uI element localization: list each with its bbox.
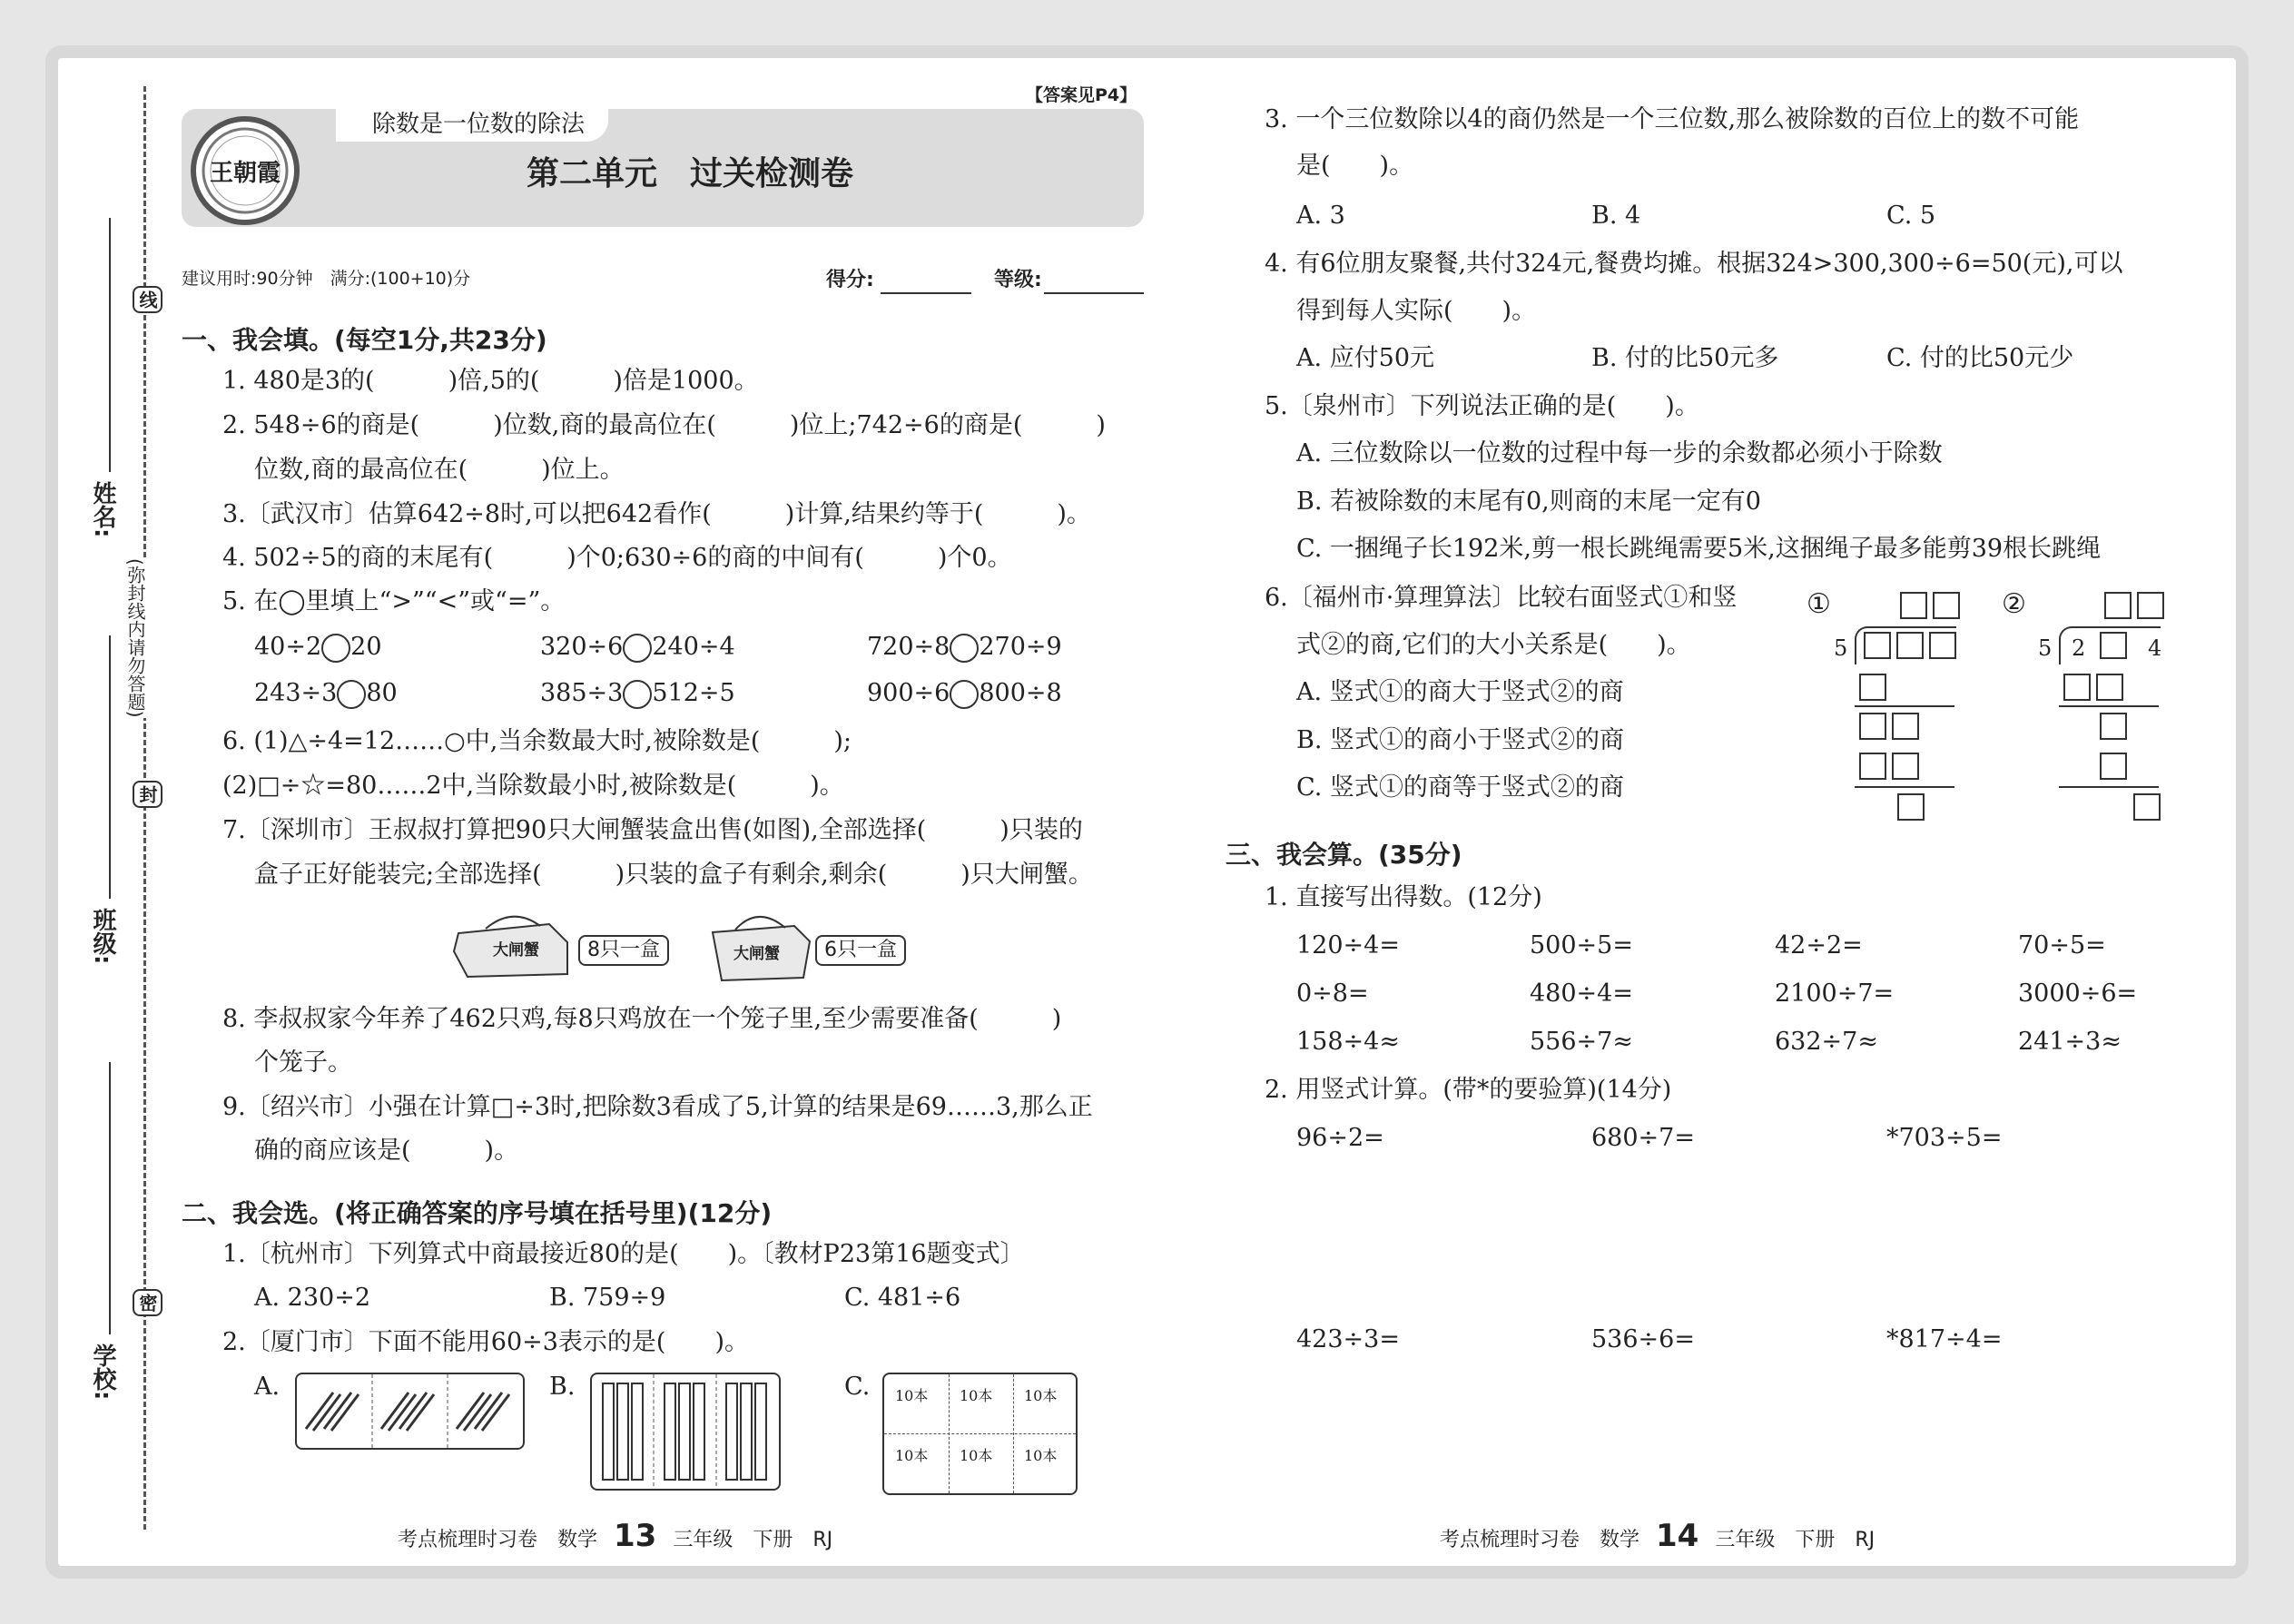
blocks-picture: [590, 1373, 781, 1491]
option[interactable]: A. 竖式①的商大于竖式②的商: [1296, 678, 1624, 706]
no-answer-note: (弥封线内请勿答题): [123, 558, 149, 718]
calc-item: 241÷3≈: [2018, 1028, 2122, 1056]
calc-item: 70÷5=: [2018, 931, 2106, 960]
compare-item: 40÷2 20: [254, 633, 382, 661]
calc-item: 480÷4=: [1530, 979, 1633, 1008]
calc-item: 3000÷6=: [2018, 979, 2138, 1008]
q1-3: 3.〔武汉市〕估算642÷8时,可以把642看作( )计算,结果约等于( )。: [222, 500, 1091, 528]
page-title: 第二单元 过关检测卷: [527, 155, 854, 192]
compare-circle[interactable]: [950, 634, 979, 663]
grade-label: 等级:: [994, 269, 1042, 291]
compare-circle[interactable]: [321, 634, 350, 663]
digit-box[interactable]: [1859, 753, 1886, 780]
dividend-digit: 4: [2148, 635, 2162, 661]
option[interactable]: C. 一捆绳子长192米,剪一根长跳绳需要5米,这捆绳子最多能剪39根长跳绳: [1296, 535, 2102, 563]
digit-box[interactable]: [1859, 674, 1886, 701]
grade-field[interactable]: [1044, 292, 1144, 294]
section-title: 一、我会填。(每空1分,共23分): [182, 325, 547, 355]
digit-box[interactable]: [2100, 632, 2127, 659]
book-stack: 10本: [1024, 1447, 1058, 1464]
q1-6a: 6. (1)△÷4=12……○中,当余数最大时,被除数是( );: [222, 727, 852, 755]
q2-3a: 3. 一个三位数除以4的商仍然是一个三位数,那么被除数的百位上的数不可能: [1265, 105, 2080, 133]
calc-item: 680÷7=: [1591, 1124, 1695, 1152]
school-field[interactable]: [109, 1062, 111, 1334]
calc-item: 536÷6=: [1591, 1325, 1695, 1353]
calc-item: 2100÷7=: [1775, 979, 1895, 1008]
digit-box[interactable]: [1897, 793, 1925, 821]
q3-1: 1. 直接写出得数。(12分): [1265, 883, 1542, 911]
book-stack: 10本: [960, 1387, 993, 1404]
q1-7b: 盒子正好能装完;全部选择( )只装的盒子有剩余,剩余( )只大闸蟹。: [254, 861, 1093, 889]
book-stack: 10本: [895, 1447, 929, 1464]
page-number: 14: [1656, 1518, 1699, 1554]
option[interactable]: A. 230÷2: [254, 1284, 370, 1312]
q1-9b: 确的商应该是( )。: [254, 1137, 519, 1165]
calc-item: 120÷4=: [1296, 931, 1400, 960]
digit-box[interactable]: [1859, 713, 1886, 740]
option-a[interactable]: A.: [254, 1373, 281, 1401]
option[interactable]: A. 应付50元: [1296, 344, 1435, 372]
digit-box[interactable]: [2104, 592, 2132, 619]
compare-item: 243÷3 80: [254, 679, 398, 707]
q2-4b: 得到每人实际( )。: [1296, 297, 1537, 325]
q1-8a: 8. 李叔叔家今年养了462只鸡,每8只鸡放在一个笼子里,至少需要准备( ): [222, 1005, 1062, 1033]
divisor: 5: [1834, 635, 1848, 661]
q2-5: 5.〔泉州市〕下列说法正确的是( )。: [1265, 392, 1699, 420]
score-label: 得分:: [826, 269, 874, 291]
name-label: 姓名:: [89, 481, 116, 538]
digit-box[interactable]: [1929, 632, 1956, 659]
section-title: 二、我会选。(将正确答案的序号填在括号里)(12分): [182, 1198, 773, 1228]
digit-box[interactable]: [1892, 753, 1919, 780]
q2-6a: 6.〔福州市·算理算法〕比较右面竖式①和竖: [1265, 584, 1738, 612]
box-label-6: 6只一盒: [815, 935, 906, 966]
option[interactable]: B. 竖式①的商小于竖式②的商: [1296, 726, 1625, 754]
option[interactable]: C. 5: [1886, 202, 1936, 230]
calc-item: 42÷2=: [1775, 931, 1863, 960]
compare-item: 720÷8 270÷9: [867, 633, 1062, 661]
ten-rods-icon: [592, 1374, 779, 1489]
compare-circle[interactable]: [950, 680, 979, 709]
division-label: ①: [1807, 588, 1831, 620]
q1-1: 1. 480是3的( )倍,5的( )倍是1000。: [222, 367, 759, 395]
mark-feng: 封: [133, 781, 162, 808]
option[interactable]: B. 759÷9: [549, 1284, 666, 1312]
compare-circle[interactable]: [623, 680, 652, 709]
calc-item: 556÷7≈: [1530, 1028, 1633, 1056]
footer-left: 考点梳理时习卷 数学 13 三年级 下册 RJ: [398, 1518, 833, 1554]
q2-3b: 是( )。: [1296, 152, 1414, 180]
mark-xian: 线: [133, 286, 162, 313]
option-c[interactable]: C.: [844, 1373, 871, 1401]
q3-2: 2. 用竖式计算。(带*的要验算)(14分): [1265, 1076, 1672, 1104]
q1-2b: 位数,商的最高位在( )位上。: [254, 456, 625, 484]
compare-item: 900÷6 800÷8: [867, 679, 1062, 707]
digit-box[interactable]: [2063, 674, 2091, 701]
stick-bundles-icon: [297, 1374, 523, 1448]
digit-box[interactable]: [1896, 632, 1924, 659]
unit-topic: 除数是一位数的除法: [372, 111, 586, 138]
bundles-picture: [295, 1373, 525, 1450]
books-picture: [882, 1373, 1078, 1495]
q1-9a: 9.〔绍兴市〕小强在计算□÷3时,把除数3看成了5,计算的结果是69……3,那么正: [222, 1093, 1093, 1121]
q2-4a: 4. 有6位朋友聚餐,共付324元,餐费均摊。根据324>300,300÷6=50(元),可以: [1265, 250, 2123, 278]
digit-box[interactable]: [2133, 793, 2161, 821]
option[interactable]: C. 竖式①的商等于竖式②的商: [1296, 773, 1624, 802]
name-field[interactable]: [109, 218, 111, 472]
calc-item: 96÷2=: [1296, 1124, 1384, 1152]
division-label: ②: [2002, 588, 2026, 620]
book-stack: 10本: [960, 1447, 993, 1464]
option[interactable]: B. 4: [1591, 202, 1641, 230]
calc-item: 632÷7≈: [1775, 1028, 1878, 1056]
q2-1: 1.〔杭州市〕下列算式中商最接近80的是( )。〔教材P23第16题变式〕: [222, 1240, 1025, 1268]
q1-5: 5. 在◯里填上“>”“<”或“=”。: [222, 587, 566, 615]
footer-right: 考点梳理时习卷 数学 14 三年级 下册 RJ: [1440, 1518, 1876, 1554]
time-info: 建议用时:90分钟 满分:(100+10)分: [182, 269, 471, 289]
brand-logo: 王朝霞: [191, 116, 300, 225]
q2-6b: 式②的商,它们的大小关系是( )。: [1296, 631, 1691, 659]
q1-4: 4. 502÷5的商的末尾有( )个0;630÷6的商的中间有( )个0。: [222, 544, 1012, 572]
calc-item: 158÷4≈: [1296, 1028, 1400, 1056]
option[interactable]: A. 3: [1296, 202, 1345, 230]
calc-item: 500÷5=: [1530, 931, 1633, 960]
compare-circle[interactable]: [623, 634, 652, 663]
class-label: 班级:: [89, 908, 116, 965]
digit-box[interactable]: [2100, 713, 2127, 740]
q1-8b: 个笼子。: [254, 1048, 352, 1077]
calc-item: *703÷5=: [1886, 1124, 2003, 1152]
page-number: 13: [614, 1518, 657, 1554]
q1-7a: 7.〔深圳市〕王叔叔打算把90只大闸蟹装盒出售(如图),全部选择( )只装的: [222, 816, 1083, 844]
crab-box-image: 大闸蟹: [449, 915, 576, 979]
q1-2a: 2. 548÷6的商是( )位数,商的最高位在( )位上;742÷6的商是( ): [222, 411, 1106, 439]
section-title: 三、我会算。(35分): [1226, 840, 1462, 870]
class-field[interactable]: [109, 635, 111, 899]
digit-box[interactable]: [1892, 713, 1919, 740]
book-stack: 10本: [895, 1387, 929, 1404]
digit-box[interactable]: [1864, 632, 1891, 659]
option-b[interactable]: B.: [549, 1373, 576, 1401]
digit-box[interactable]: [2096, 674, 2123, 701]
digit-box[interactable]: [2137, 592, 2164, 619]
option[interactable]: C. 付的比50元少: [1886, 344, 2074, 372]
dividend-digit: 2: [2072, 635, 2086, 661]
crab-box-image: 大闸蟹: [708, 910, 812, 982]
option[interactable]: C. 481÷6: [844, 1284, 961, 1312]
q2-2: 2.〔厦门市〕下面不能用60÷3表示的是( )。: [222, 1328, 749, 1356]
q1-6b: (2)□÷☆=80……2中,当除数最小时,被除数是( )。: [222, 772, 844, 800]
compare-item: 385÷3 512÷5: [540, 679, 735, 707]
book-stack: 10本: [1024, 1387, 1058, 1404]
calc-item: *817÷4=: [1886, 1325, 2003, 1353]
box-label-8: 8只一盒: [578, 935, 669, 966]
score-field[interactable]: [881, 292, 971, 294]
compare-circle[interactable]: [337, 680, 366, 709]
school-label: 学校:: [89, 1343, 116, 1401]
option[interactable]: B. 付的比50元多: [1591, 344, 1779, 372]
option[interactable]: A. 三位数除以一位数的过程中每一步的余数都必须小于除数: [1296, 439, 1943, 468]
compare-item: 320÷6 240÷4: [540, 633, 735, 661]
answer-ref[interactable]: 【答案见P4】: [1026, 85, 1137, 105]
digit-box[interactable]: [1900, 592, 1927, 619]
digit-box[interactable]: [1933, 592, 1960, 619]
digit-box[interactable]: [2100, 753, 2127, 780]
option[interactable]: B. 若被除数的末尾有0,则商的末尾一定有0: [1296, 487, 1761, 516]
divisor: 5: [2038, 635, 2053, 661]
mark-mi: 密: [133, 1289, 162, 1316]
calc-item: 423÷3=: [1296, 1325, 1400, 1353]
calc-item: 0÷8=: [1296, 979, 1369, 1008]
